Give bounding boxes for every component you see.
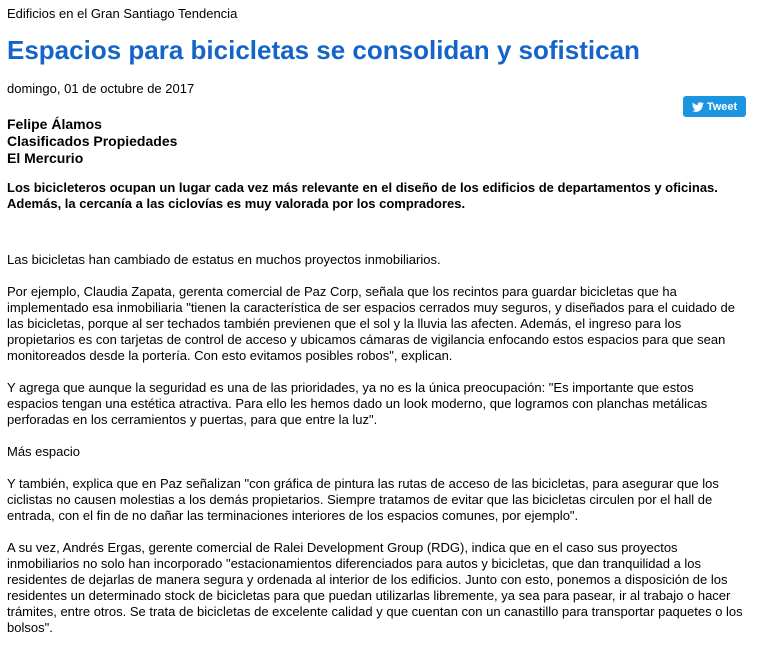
byline-section: Clasificados Propiedades [7, 133, 178, 149]
tweet-button-label: Tweet [706, 100, 738, 113]
article-body [7, 252, 747, 652]
body-subheading: Más espacio [7, 444, 80, 459]
body-paragraph: Y también, explica que en Paz señalizan "con gráfica de pintura las rutas de acceso de las bicicletas, para asegurar que los ciclistas no causen molestias a los demás propietarios. Siempre tratamos de evitar que las bicicletas circulen por el hall de entrada, con el fin de no dañar las terminaciones interiores de los espacios comunes, por ejemplo". [7, 476, 719, 523]
byline-publication: El Mercurio [7, 150, 84, 166]
body-paragraph: Las bicicletas han cambiado de estatus en muchos proyectos inmobiliarios. [7, 252, 441, 267]
byline-author: Felipe Álamos [7, 116, 102, 132]
body-paragraph: Por ejemplo, Claudia Zapata, gerenta comercial de Paz Corp, señala que los recintos para guardar bicicletas que ha implementado esa inmobiliaria "tienen la característica de ser espacios cerrados muy seguros, y diseñados para el cuidado de las bicicletas, porque al ser techados también previenen que el sol y la lluvia las afecten. Además, el ingreso para los propietarios es con tarjetas de control de acceso y ubicamos cámaras de vigilancia enfocando estos espacios para que sean monitoreados desde la portería. Con esto evitamos posibles robos", explican. [7, 284, 735, 363]
article-date: domingo, 01 de octubre de 2017 [7, 81, 195, 96]
tweet-button[interactable] [683, 96, 746, 117]
article-title: Espacios para bicicletas se consolidan y sofistican [7, 35, 640, 65]
twitter-bird-icon [692, 101, 704, 113]
body-paragraph: A su vez, Andrés Ergas, gerente comercial de Ralei Development Group (RDG), indica que en el caso sus proyectos inmobiliarios no solo han incorporado "estacionamientos diferenciados para autos y bicicletas, que dan tranquilidad a los residentes de dejarlas de manera segura y ordenada al interior de los edificios. Junto con esto, ponemos a disposición de los residentes un determinado stock de bicicletas para que puedan utilizarlas libremente, ya sea para pasear, ir al trabajo o hacer trámites, entre otros. Se trata de bicicletas de excelente calidad y que cuentan con un canastillo para transportar paquetes o los bolsos". [7, 540, 743, 635]
body-paragraph: Y agrega que aunque la seguridad es una de las prioridades, ya no es la única preocupación: "Es importante que estos espacios tengan una estética atractiva. Para ello les hemos dado un look moderno, que logramos con planchas metálicas perforadas en los cerramientos y puertas, para que entre la luz". [7, 380, 708, 427]
byline [7, 116, 177, 167]
article-kicker: Edificios en el Gran Santiago Tendencia [7, 6, 238, 21]
article-lead: Los bicicleteros ocupan un lugar cada vez más relevante en el diseño de los edificios de departamentos y oficinas. Además, la cercanía a las ciclovías es muy valorada por los compradores. [7, 180, 718, 211]
